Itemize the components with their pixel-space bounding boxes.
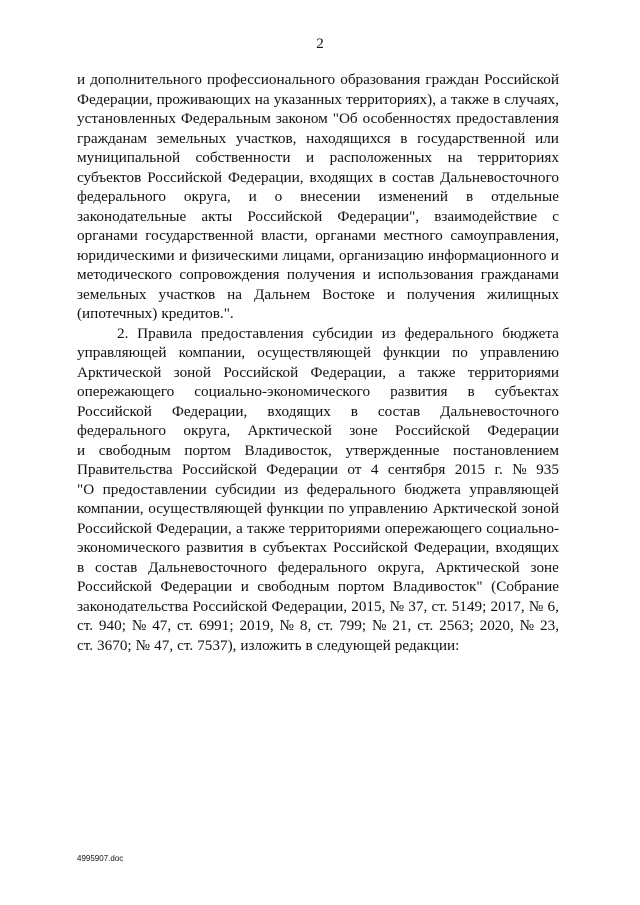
text-line: земельных участков на Дальнем Востоке и получения жилищных bbox=[77, 285, 559, 303]
text-line: "О предоставлении субсидии из федерального бюджета управляющей bbox=[77, 480, 559, 498]
text-line: в состав Дальневосточного федерального округа, Арктической зоне bbox=[77, 558, 559, 576]
text-line: и свободным портом Владивосток, утвержденные постановлением bbox=[77, 441, 559, 459]
text-line: компании, осуществляющей функции по управлению Арктической зоной bbox=[77, 500, 559, 517]
text-line: 2. Правила предоставления субсидии из федерального бюджета bbox=[117, 324, 559, 342]
text-line: федерального округа, и о внесении изменений в отдельные bbox=[77, 188, 559, 205]
text-line: Арктической зоной Российской Федерации, а также территориями bbox=[77, 363, 559, 381]
text-line: экономического развития в субъектах Российской Федерации, входящих bbox=[77, 539, 559, 556]
text-line: органами государственной власти, органами местного самоуправления, bbox=[77, 227, 559, 244]
text-line: (ипотечных) кредитов.". bbox=[77, 305, 234, 322]
text-line: установленных Федеральным законом "Об особенностях предоставления bbox=[77, 110, 559, 127]
page-number: 2 bbox=[316, 36, 324, 52]
text-line: Российской Федерации, а также территориями опережающего социально- bbox=[77, 519, 559, 537]
text-line: муниципальной собственности и расположенных на территориях bbox=[77, 149, 559, 166]
text-line: субъектов Российской Федерации, входящих в состав Дальневосточного bbox=[77, 168, 559, 186]
text-line: гражданам земельных участков, находящихся в государственной или bbox=[77, 129, 559, 147]
text-line: Правительства Российской Федерации от 4 сентября 2015 г. № 935 bbox=[77, 461, 559, 478]
text-line: федерального округа, Арктической зоне Российской Федерации bbox=[77, 422, 559, 439]
text-line: Федерации, проживающих на указанных территориях), а также в случаях, bbox=[77, 90, 559, 108]
text-line: юридическими и физическими лицами, организацию информационного и bbox=[77, 246, 559, 264]
text-line: методического сопровождения получения и использования гражданами bbox=[77, 266, 559, 283]
document-body bbox=[77, 70, 559, 655]
text-line: ст. 3670; № 47, ст. 7537), изложить в следующей редакции: bbox=[77, 636, 460, 654]
text-line: Российской Федерации, входящих в состав Дальневосточного bbox=[77, 402, 559, 420]
text-line: ст. 940; № 47, ст. 6991; 2019, № 8, ст. 799; № 21, ст. 2563; 2020, № 23, bbox=[77, 617, 559, 634]
file-name-footer: 4995907.doc bbox=[77, 854, 124, 863]
text-line: законодательные акты Российской Федерации", взаимодействие с bbox=[77, 207, 559, 225]
text-line: и дополнительного профессионального образования граждан Российской bbox=[77, 71, 559, 88]
text-line: законодательства Российской Федерации, 2015, № 37, ст. 5149; 2017, № 6, bbox=[77, 597, 559, 615]
text-line: Российской Федерации и свободным портом Владивосток" (Собрание bbox=[77, 578, 559, 595]
text-line: опережающего социально-экономического развития в субъектах bbox=[77, 383, 559, 400]
text-line: управляющей компании, осуществляющей функции по управлению bbox=[77, 344, 559, 361]
